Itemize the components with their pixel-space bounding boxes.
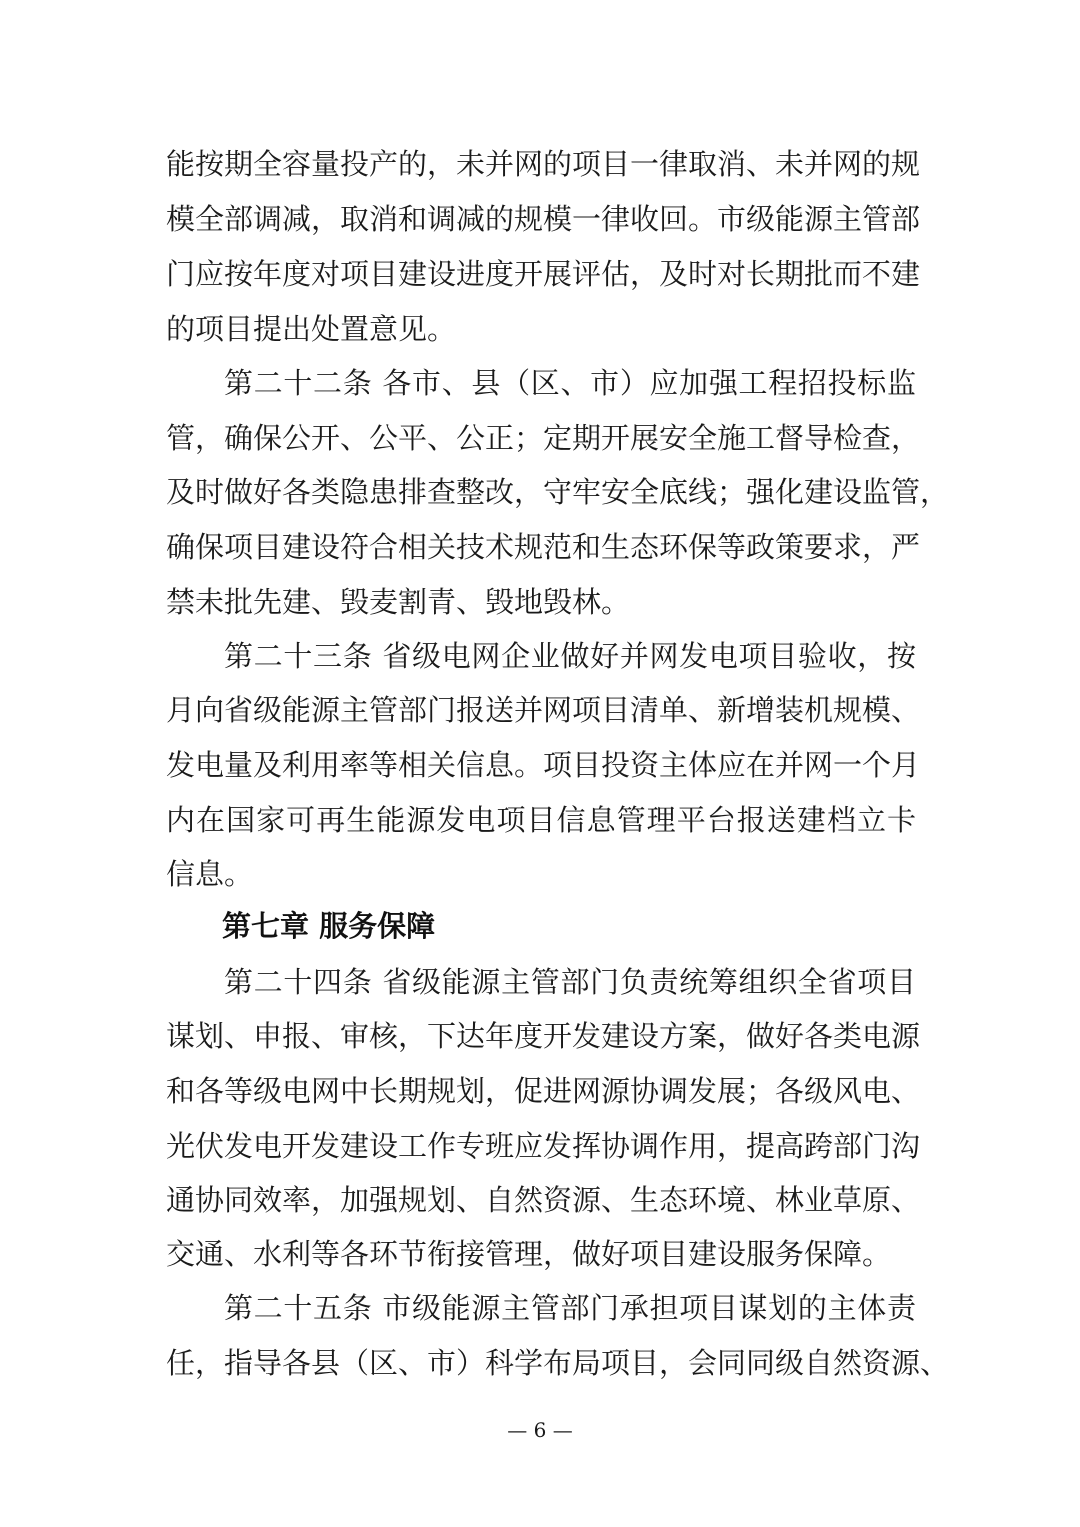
text-line: 月向省级能源主管部门报送并网项目清单、新增装机规模、 xyxy=(166,693,921,727)
article-22-start: 第二十二条 各市、县（区、市）应加强工程招投标监 xyxy=(224,366,916,400)
text-line: 和各等级电网中长期规划，促进网源协调发展；各级风电、 xyxy=(166,1074,921,1108)
article-25-start: 第二十五条 市级能源主管部门承担项目谋划的主体责 xyxy=(224,1291,916,1325)
text-line: 确保项目建设符合相关技术规范和生态环保等政策要求，严 xyxy=(166,530,921,564)
text-line: 管，确保公开、公平、公正；定期开展安全施工督导检查， xyxy=(166,421,921,455)
text-line: 谋划、申报、审核，下达年度开发建设方案，做好各类电源 xyxy=(166,1019,921,1053)
text-line: 门应按年度对项目建设进度开展评估，及时对长期批而不建 xyxy=(166,257,921,291)
text-line: 光伏发电开发建设工作专班应发挥协调作用，提高跨部门沟 xyxy=(166,1129,921,1163)
text-line: 信息。 xyxy=(166,857,254,891)
chapter-heading: 第七章 服务保障 xyxy=(222,909,436,943)
text-line: 任，指导各县（区、市）科学布局项目，会同同级自然资源、 xyxy=(166,1346,950,1380)
text-line: 及时做好各类隐患排查整改，守牢安全底线；强化建设监管， xyxy=(166,475,950,509)
text-line: 模全部调减，取消和调减的规模一律收回。市级能源主管部 xyxy=(166,202,921,236)
text-line: 能按期全容量投产的，未并网的项目一律取消、未并网的规 xyxy=(166,147,921,181)
article-24-start: 第二十四条 省级能源主管部门负责统筹组织全省项目 xyxy=(224,965,916,999)
text-line: 内在国家可再生能源发电项目信息管理平台报送建档立卡 xyxy=(166,803,916,837)
text-line: 发电量及利用率等相关信息。项目投资主体应在并网一个月 xyxy=(166,748,921,782)
text-line: 禁未批先建、毁麦割青、毁地毁林。 xyxy=(166,585,631,619)
text-line: 的项目提出处置意见。 xyxy=(166,312,457,346)
text-line: 通协同效率，加强规划、自然资源、生态环境、林业草原、 xyxy=(166,1183,921,1217)
page-number: — 6 — xyxy=(507,1418,573,1442)
text-line: 交通、水利等各环节衔接管理，做好项目建设服务保障。 xyxy=(166,1237,892,1271)
article-23-start: 第二十三条 省级电网企业做好并网发电项目验收，按 xyxy=(224,639,916,673)
